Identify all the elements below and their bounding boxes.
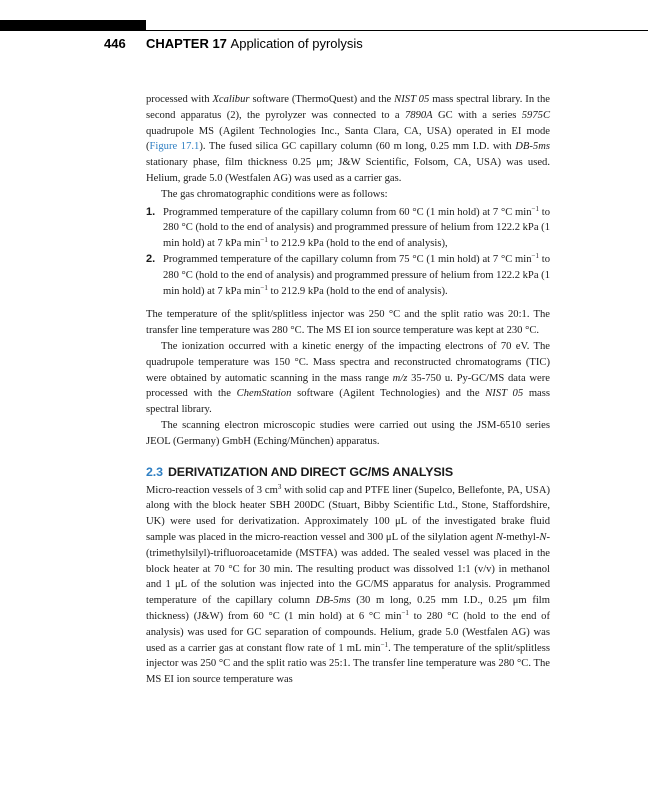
page-body	[146, 92, 550, 688]
figure-link[interactable]: Figure 17.1	[149, 141, 200, 153]
running-header	[146, 36, 363, 51]
paragraph-ionization: The ionization occurred with a kinetic energy of the impacting electrons of 70 eV. The quadrupole temperature was 150 °C. Mass spectra and reconstructed chromatograms (TIC) were obtained by automatic scanning in the mass range m/z 35-750 u. Py-GC/MS data were processed with the ChemStation software (Agilent Technologies) and the NIST 05 mass spectral library.	[146, 340, 551, 416]
conditions-list	[146, 205, 550, 300]
paragraph-derivatization: Micro-reaction vessels of 3 $cm^3$ with solid cap and PTFE liner (Supelco, Bellefonte, PA, USA) along with the block heater SBH 200DC (Stuart, Bibby Scientific Ltd., Stone, Staffordshire, UK) were used for derivatization. Approximately 100 μL of the investigated brake fluid sample was placed in the micro-reaction vessel and 300 μL of the silylation agent N-methyl-N-(trimethylsilyl)-trifluoroacetamide (MSTFA) was added. The sealed vessel was placed in the block heater at 70 °C for 30 min. The resulting product was dissolved 1:1 (v/v) in methanol and 1 μL of the solution was injected into the GC/MS apparatus for analysis. Programmed temperature of the capillary column DB-5ms (30 m long, 0.25 mm I.D., 0.25 μm film thickness) (J&W) from 60 °C (1 min hold) at 6 °C $\min^{-1}$ to 280 °C (hold to the end of analysis) was used for GC separation of compounds. Helium, grade 5.0 (Westfalen AG) was used as a carrier gas at constant flow rate of 1 mL $\min^{-1}$. The temperature of the split/splitless injector was 250 °C and the split ratio was 25:1. The transfer line temperature was 280 °C. The MS EI ion source temperature was	[146, 482, 551, 686]
paragraph-injector: The temperature of the split/splitless injector was 250 °C and the split ratio was 20:1. The transfer line temperature was 280 °C. The MS EI ion source temperature was kept at 230 °C.	[146, 309, 550, 337]
section-title: DERIVATIZATION AND DIRECT GC/MS ANALYSIS	[167, 464, 454, 479]
paragraph-apparatus: processed with Xcalibur software (ThermoQuest) and the NIST 05 mass spectral library. In the second apparatus (2), the pyrolyzer was connected to a 7890A GC with a series 5975C quadrupole MS (Agilent Technologies Inc., Santa Clara, CA, USA) operated in EI mode (Figure 17.1). The fused silica GC capillary column (60 m long, 0.25 mm I.D. with DB-5ms stationary phase, film thickness 0.25 μm; J&W Scientific, Folsom, CA, USA) was used. Helium, grade 5.0 (Westfalen AG) was used as a carrier gas.	[146, 94, 551, 184]
header-rule	[0, 30, 648, 31]
paragraph-sem: The scanning electron microscopic studies were carried out using the JSM-6510 series JEOL (Germany) GmbH (Eching/München) apparatus.	[146, 419, 550, 447]
section-number: 2.3	[146, 464, 163, 479]
list-item: 1. Programmed temperature of the capillary column from 60 °C (1 min hold) at 7 °C $\min^{-1}$ to 280 °C (hold to the end of analysis) and programmed pressure of helium from 122.2 kPa (1 min hold) at 7 kPa $\min^{-1}$ to 212.9 kPa (hold to the end of analysis),	[146, 204, 551, 250]
list-item: 2. Programmed temperature of the capillary column from 75 °C (1 min hold) at 7 °C $\min^{-1}$ to 280 °C (hold to the end of analysis) and programmed pressure of helium from 122.2 kPa (1 min hold) at 7 kPa $\min^{-1}$ to 212.9 kPa (hold to the end of analysis).	[146, 251, 551, 297]
section-heading	[146, 464, 550, 480]
chapter-title: Application of pyrolysis	[230, 36, 363, 51]
chapter-label: CHAPTER 17	[146, 36, 227, 51]
page-number: 446	[104, 36, 126, 51]
paragraph-gc-conditions: The gas chromatographic conditions were as follows:	[161, 188, 388, 200]
